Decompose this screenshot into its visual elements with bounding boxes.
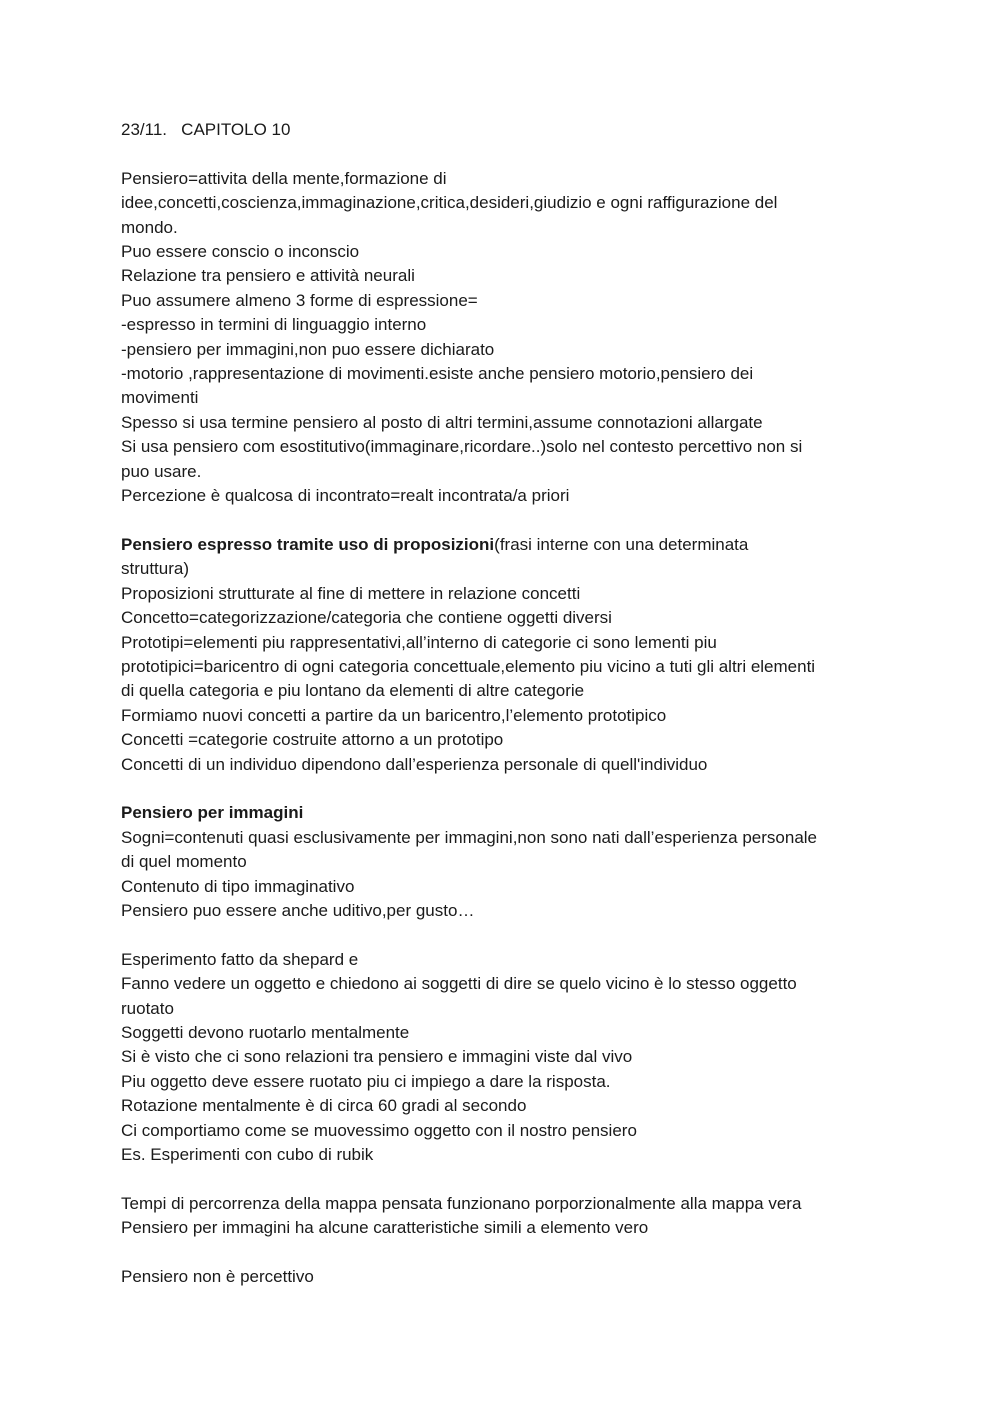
text-line: Pensiero puo essere anche uditivo,per gusto… — [121, 900, 475, 920]
text-line: Ci comportiamo come se muovessimo oggetto con il nostro pensiero — [121, 1120, 637, 1140]
spacer — [121, 777, 891, 801]
text-line: Rotazione mentalmente è di circa 60 gradi al secondo — [121, 1096, 527, 1116]
text-line: Relazione tra pensiero e attività neurali — [121, 266, 415, 286]
spacer — [121, 142, 891, 166]
text-line: di quel momento — [121, 852, 247, 872]
text-line: Es. Esperimenti con cubo di rubik — [121, 1145, 374, 1164]
text-line: Pensiero non è percettivo — [121, 1267, 314, 1286]
text-line: Puo assumere almeno 3 forme di espressione= — [121, 290, 478, 310]
text-line: Sogni=contenuti quasi esclusivamente per immagini,non sono nati dall’esperienza personale — [121, 827, 818, 847]
document-body — [121, 118, 891, 1289]
text-line: Spesso si usa termine pensiero al posto di altri termini,assume connotazioni allargate — [121, 412, 763, 432]
heading-rest-text: (frasi interne con una determinata — [494, 534, 749, 554]
text-line: Puo essere conscio o inconscio — [121, 242, 360, 262]
text-line: prototipici=baricentro di ogni categoria concettuale,elemento piu vicino a tuti gli altri elementi — [121, 656, 816, 676]
text-line: Contenuto di tipo immaginativo — [121, 876, 355, 896]
text-line: Proposizioni strutturate al fine di mettere in relazione concetti — [121, 583, 581, 603]
section-heading: Pensiero per immagini — [121, 803, 304, 823]
text-line: movimenti — [121, 388, 199, 408]
text-line: Fanno vedere un oggetto e chiedono ai soggetti di dire se quelo vicino è lo stesso oggetto — [121, 974, 797, 994]
text-line: Esperimento fatto da shepard e — [121, 949, 359, 969]
text-line: Piu oggetto deve essere ruotato piu ci impiego a dare la risposta. — [121, 1071, 611, 1091]
text-line: Si è visto che ci sono relazioni tra pensiero e immagini viste dal vivo — [121, 1047, 633, 1067]
text-line: Pensiero per immagini ha alcune caratteristiche simili a elemento vero — [121, 1218, 649, 1238]
text-line: -espresso in termini di linguaggio interno — [121, 315, 427, 335]
text-line: Concetti di un individuo dipendono dall’esperienza personale di quell'individuo — [121, 754, 708, 774]
spacer — [121, 1167, 891, 1191]
section-intro — [121, 167, 891, 509]
text-line: Tempi di percorrenza della mappa pensata funzionano porporzionalmente alla mappa vera — [121, 1193, 802, 1213]
text-line: struttura) — [121, 559, 190, 579]
text-line: ruotato — [121, 998, 174, 1018]
text-line: Concetto=categorizzazione/categoria che contiene oggetti diversi — [121, 608, 612, 628]
section-proposizioni — [121, 533, 891, 777]
text-line: di quella categoria e piu lontano da elementi di altre categorie — [121, 681, 585, 701]
section-heading — [121, 533, 891, 557]
page-title: 23/11. CAPITOLO 10 — [121, 120, 291, 139]
section-conclusione — [121, 1265, 891, 1289]
text-line: idee,concetti,coscienza,immaginazione,critica,desideri,giudizio e ogni raffigurazione del — [121, 193, 778, 213]
spacer — [121, 1241, 891, 1265]
text-line: -pensiero per immagini,non puo essere dichiarato — [121, 339, 495, 359]
text-line: Pensiero=attivita della mente,formazione di — [121, 168, 447, 188]
spacer — [121, 508, 891, 532]
text-line: -motorio ,rappresentazione di movimenti.esiste anche pensiero motorio,pensiero dei — [121, 364, 754, 384]
section-immagini — [121, 801, 891, 923]
heading-bold-text: Pensiero espresso tramite uso di proposizioni — [121, 534, 495, 554]
text-line: mondo. — [121, 217, 178, 237]
text-line: Soggetti devono ruotarlo mentalmente — [121, 1022, 410, 1042]
text-line: Formiamo nuovi concetti a partire da un baricentro,l’elemento prototipico — [121, 705, 667, 725]
text-line: Prototipi=elementi piu rappresentativi,all’interno di categorie ci sono lementi piu — [121, 632, 717, 652]
section-esperimento — [121, 948, 891, 1168]
text-line: puo usare. — [121, 461, 202, 481]
spacer — [121, 923, 891, 947]
text-line: Percezione è qualcosa di incontrato=realt incontrata/a priori — [121, 486, 570, 506]
text-line: Si usa pensiero com esostitutivo(immaginare,ricordare..)solo nel contesto percettivo non si — [121, 437, 803, 457]
text-line: Concetti =categorie costruite attorno a un prototipo — [121, 730, 504, 750]
section-mappa — [121, 1192, 891, 1241]
